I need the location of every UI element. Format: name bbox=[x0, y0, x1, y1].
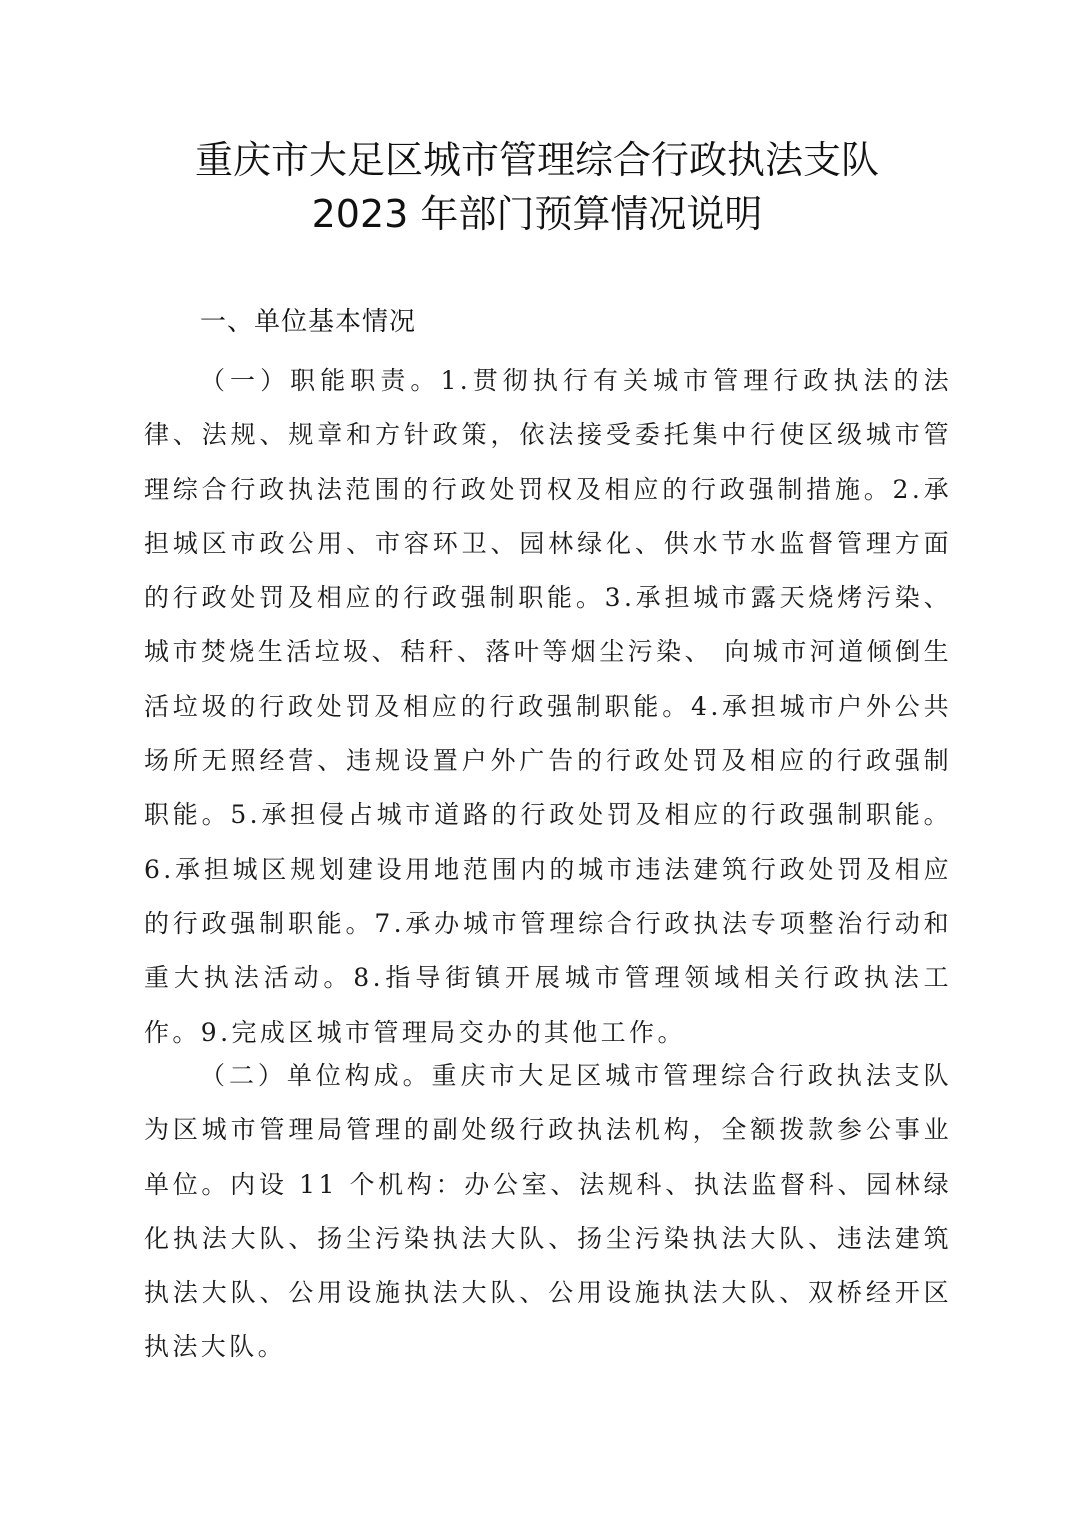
document-title-line1: 重庆市大足区城市管理综合行政执法支队 bbox=[194, 138, 879, 182]
section-heading-basic-info: 一、单位基本情况 bbox=[200, 307, 417, 337]
document-title-line2: 2023 年部门预算情况说明 bbox=[311, 192, 763, 236]
paragraph-duties: （一）职能职责。1.贯彻执行有关城市管理行政执法的法律、法规、规章和方针政策，依法接受委托集中行使区级城市管理综合行政执法范围的行政处罚权及相应的行政强制措施。2.承担城区市政公用、市容环卫、园林绿化、供水节水监督管理方面的行政处罚及相应的行政强制职能。3.承担城市露天烧烤污染、城市焚烧生活垃圾、秸秆、落叶等烟尘污染、 向城市河道倾倒生活垃圾的行政处罚及相应的行政强制职能。4.承担城市户外公共场所无照经营、违规设置户外广告的行政处罚及相应的行政强制职能。5.承担侵占城市道路的行政处罚及相应的行政强制职能。6.承担城区规划建设用地范围内的城市违法建筑行政处罚及相应的行政强制职能。7.承办城市管理综合行政执法专项整治行动和重大执法活动。8.指导街镇开展城市管理领域相关行政执法工作。9.完成区城市管理局交办的其他工作。 bbox=[144, 366, 952, 1047]
paragraph-composition: （二）单位构成。重庆市大足区城市管理综合行政执法支队为区城市管理局管理的副处级行政执法机构，全额拨款参公事业单位。内设 11 个机构：办公室、法规科、执法监督科、园林绿化执法大队、扬尘污染执法大队、扬尘污染执法大队、违法建筑执法大队、公用设施执法大队、公用设施执法大队、双桥经开区执法大队。 bbox=[144, 1061, 952, 1362]
